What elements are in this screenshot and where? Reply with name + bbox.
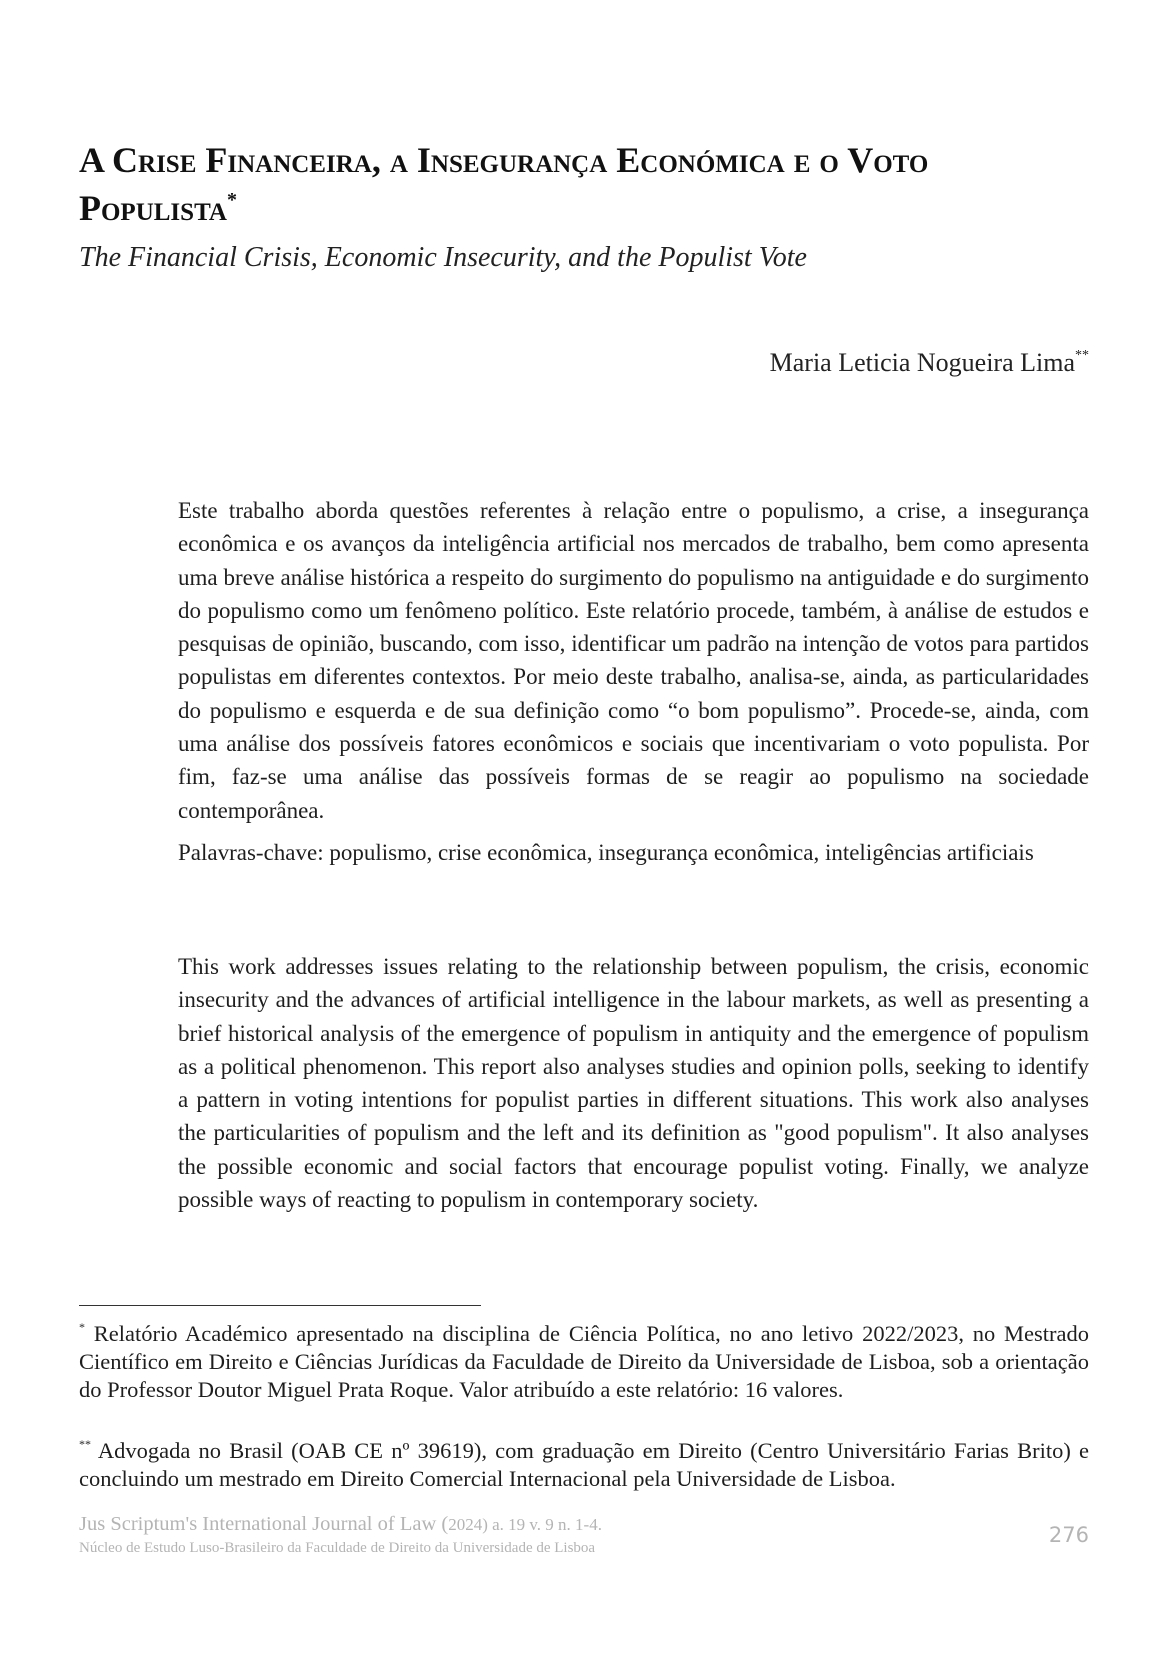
author-footnote-marker[interactable]: ** bbox=[1075, 348, 1089, 363]
title-line-2: Populista bbox=[79, 188, 227, 228]
title-footnote-marker[interactable]: * bbox=[226, 189, 237, 211]
footnote-2-marker: ** bbox=[79, 1437, 91, 1451]
footnote-1-text: Relatório Académico apresentado na disciplina de Ciência Política, no ano letivo 2022/2023, no Mestrado Científico em Direito e Ciências Jurídicas da Faculdade de Direito da Universidade de Lisboa, sob a orientação do Professor Doutor Miguel Prata Roque. Valor atribuído a este relatório: 16 valores. bbox=[79, 1321, 1089, 1402]
journal-institution: Núcleo de Estudo Luso-Brasileiro da Faculdade de Direito da Universidade de Lisboa bbox=[79, 1540, 596, 1556]
footnote-2 bbox=[79, 1437, 1089, 1493]
journal-year: 2024 bbox=[448, 1515, 483, 1534]
author-line bbox=[770, 346, 1089, 380]
page-number: 276 bbox=[1048, 1523, 1089, 1547]
author-name: Maria Leticia Nogueira Lima bbox=[769, 348, 1075, 377]
title-initial: A bbox=[79, 140, 104, 180]
abstract-portuguese: Este trabalho aborda questões referentes à relação entre o populismo, a crise, a insegurança econômica e os avanços da inteligência artificial nos mercados de trabalho, bem como apresenta uma breve análise histórica a respeito do surgimento do populismo na antiguidade e do surgimento do populismo como um fenômeno político. Este relatório procede, também, à análise de estudos e pesquisas de opinião, buscando, com isso, identificar um padrão na intenção de votos para partidos populistas em diferentes contextos. Por meio deste trabalho, analisa-se, ainda, as particularidades do populismo e esquerda e de sua definição como “o bom populismo”. Procede-se, ainda, com uma análise dos possíveis fatores econômicos e sociais que incentivariam o voto populista. Por fim, faz-se uma análise das possíveis formas de se reagir ao populismo na sociedade contemporânea. bbox=[178, 498, 1089, 823]
footnote-2-text: Advogada no Brasil (OAB CE nº 39619), com graduação em Direito (Centro Universitário Farias Brito) e concluindo um mestrado em Direito Comercial Internacional pela Universidade de Lisboa. bbox=[79, 1438, 1089, 1491]
article-subtitle: The Financial Crisis, Economic Insecurity, and the Populist Vote bbox=[79, 242, 807, 273]
abstract-english: This work addresses issues relating to the relationship between populism, the crisis, economic insecurity and the advances of artificial intelligence in the labour markets, as well as presenting a brief historical analysis of the emergence of populism in antiquity and the emergence of populism as a political phenomenon. This report also analyses studies and opinion polls, seeking to identify a pattern in voting intentions for populist parties in different situations. This work also analyses the particularities of populism and the left and its definition as "good populism". It also analyses the possible economic and social factors that encourage populist voting. Finally, we analyze possible ways of reacting to populism in contemporary society. bbox=[178, 954, 1089, 1213]
title-line-1: Crise Financeira, a Insegurança Económica e o Voto bbox=[112, 140, 929, 180]
journal-citation bbox=[79, 1512, 602, 1537]
footnote-separator bbox=[79, 1305, 481, 1306]
keywords: Palavras-chave: populismo, crise econômica, insegurança econômica, inteligências artificiais bbox=[178, 840, 1034, 865]
footnote-1 bbox=[79, 1320, 1089, 1404]
journal-name: Jus Scriptum's International Journal of Law ( bbox=[79, 1513, 449, 1535]
footnote-1-marker: * bbox=[79, 1320, 85, 1334]
article-title bbox=[79, 136, 1089, 232]
journal-issue: ) a. 19 v. 9 n. 1-4. bbox=[482, 1515, 602, 1534]
